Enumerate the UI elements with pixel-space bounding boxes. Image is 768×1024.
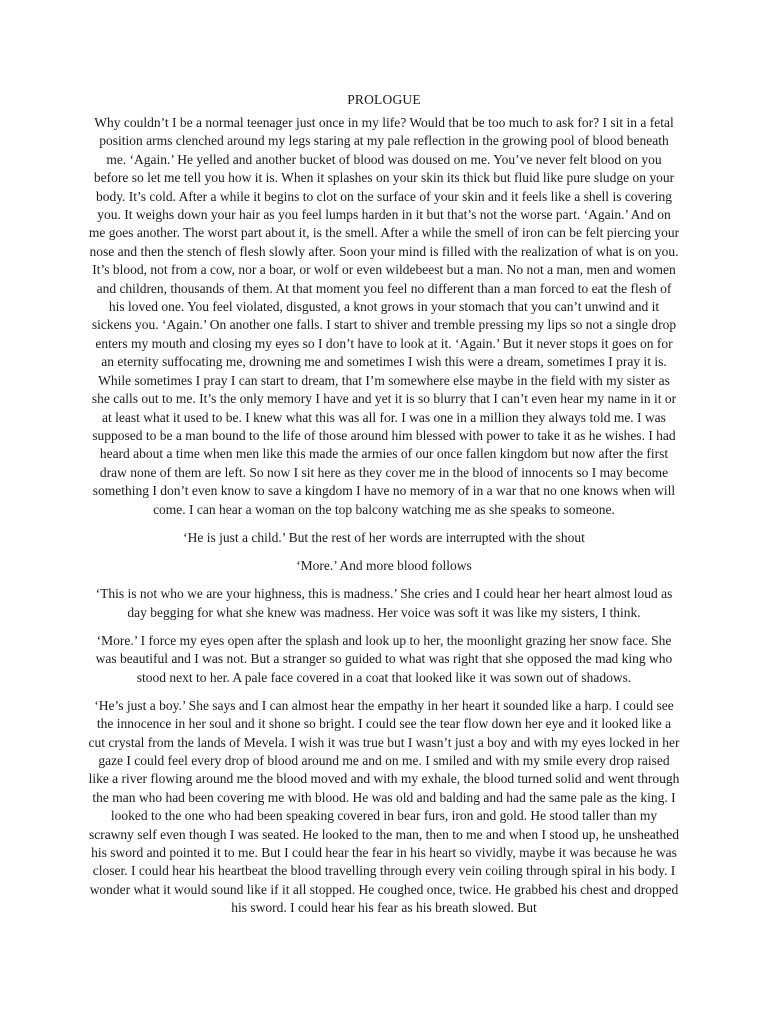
paragraph-6: ‘He’s just a boy.’ She says and I can almost hear the empathy in her heart it sounded like a harp. I could see the innocence in her soul and it shone so bright. I could see the tear flow down her eye and it looked like a cut crystal from the lands of Mevela. I wish it was true but I wasn’t just a boy and with my eyes locked in her gaze I could feel every drop of blood around me and on me. I smiled and with my smile every drop raised like a river flowing around me the blood moved and with my exhale, the blood turned solid and went through the man who had been covering me with blood. He was old and balding and had the same pale as the king. I looked to the one who had been speaking covered in bear furs, iron and gold. He stood taller than my scrawny self even though I was seated. He looked to the man, then to me and when I stood up, he unsheathed his sword and pointed it to me. But I could hear the fear in his heart so vividly, maybe it was because he was closer. I could hear his heartbeat the blood travelling through every vein coiling through spiral in his body. I wonder what it would sound like if it all stopped. He coughed once, twice. He grabbed his chest and dropped his sword. I could hear his fear as his breath slowed. But xyxy=(88,697,680,916)
paragraph-2: ‘He is just a child.’ But the rest of her words are interrupted with the shout xyxy=(183,529,585,545)
chapter-title: PROLOGUE xyxy=(347,92,421,107)
paragraph-3: ‘More.’ And more blood follows xyxy=(296,557,472,573)
paragraph-5: ‘More.’ I force my eyes open after the splash and look up to her, the moonlight grazing her snow face. She was beautiful and I was not. But a stranger so guided to what was right that she opposed the mad king who stood next to her. A pale face covered in a coat that looked like it was sown out of shadows. xyxy=(95,632,673,685)
page-content xyxy=(88,90,680,927)
paragraph-4: ‘This is not who we are your highness, this is madness.’ She cries and I could hear her heart almost loud as day begging for what she knew was madness. Her voice was soft it was like my sisters, I think. xyxy=(95,586,673,620)
paragraph-1: Why couldn’t I be a normal teenager just once in my life? Would that be too much to ask for? I sit in a fetal position arms clenched around my legs staring at my pale reflection in the growing pool of blood beneath me. ‘Again.’ He yelled and another bucket of blood was doused on me. You’ve never felt blood on you before so let me tell you how it is. When it splashes on your skin its thick but fluid like pure sludge on your body. It’s cold. After a while it begins to clot on the surface of your skin and it feels like a shell is covering you. It weighs down your hair as you feel lumps harden in it but that’s not the worse part. ‘Again.’ And on me goes another. The worst part about it, is the smell. After a while the smell of iron can be felt piercing your nose and then the stench of flesh slowly after. Soon your mind is filled with the realization of what is on you. It’s blood, not from a cow, nor a boar, or wolf or even wildebeest but a man. No not a man, men and women and children, thousands of them. At that moment you feel no different than a man forced to eat the flesh of his loved one. You feel violated, disgusted, a knot grows in your stomach that you can’t unwind and it sickens you. ‘Again.’ On another one falls. I start to shiver and tremble pressing my lips so not a single drop enters my mouth and closing my eyes so I don’t have to look at it. ‘Again.’ But it never stops it goes on for an eternity suffocating me, drowning me and sometimes I wish this were a dream, sometimes I pray it is. While sometimes I pray I can start to dream, that I’m somewhere else maybe in the field with my sister as she calls out to me. It’s the only memory I have and yet it is so blurry that I can’t even hear my name in it or at least what it used to be. I knew what this was all for. I was one in a million they always told me. I was supposed to be a man bound to the life of those around him blessed with power to take it as he wishes. I had heard about a time when men like this made the armies of our once fallen kingdom but now after the first draw none of them are left. So now I sit here as they cover me in the blood of innocents so I may become something I don’t even know to save a kingdom I have no memory of in a war that no one knows when will come. I can hear a woman on the top balcony watching me as she speaks to someone. xyxy=(88,115,680,517)
